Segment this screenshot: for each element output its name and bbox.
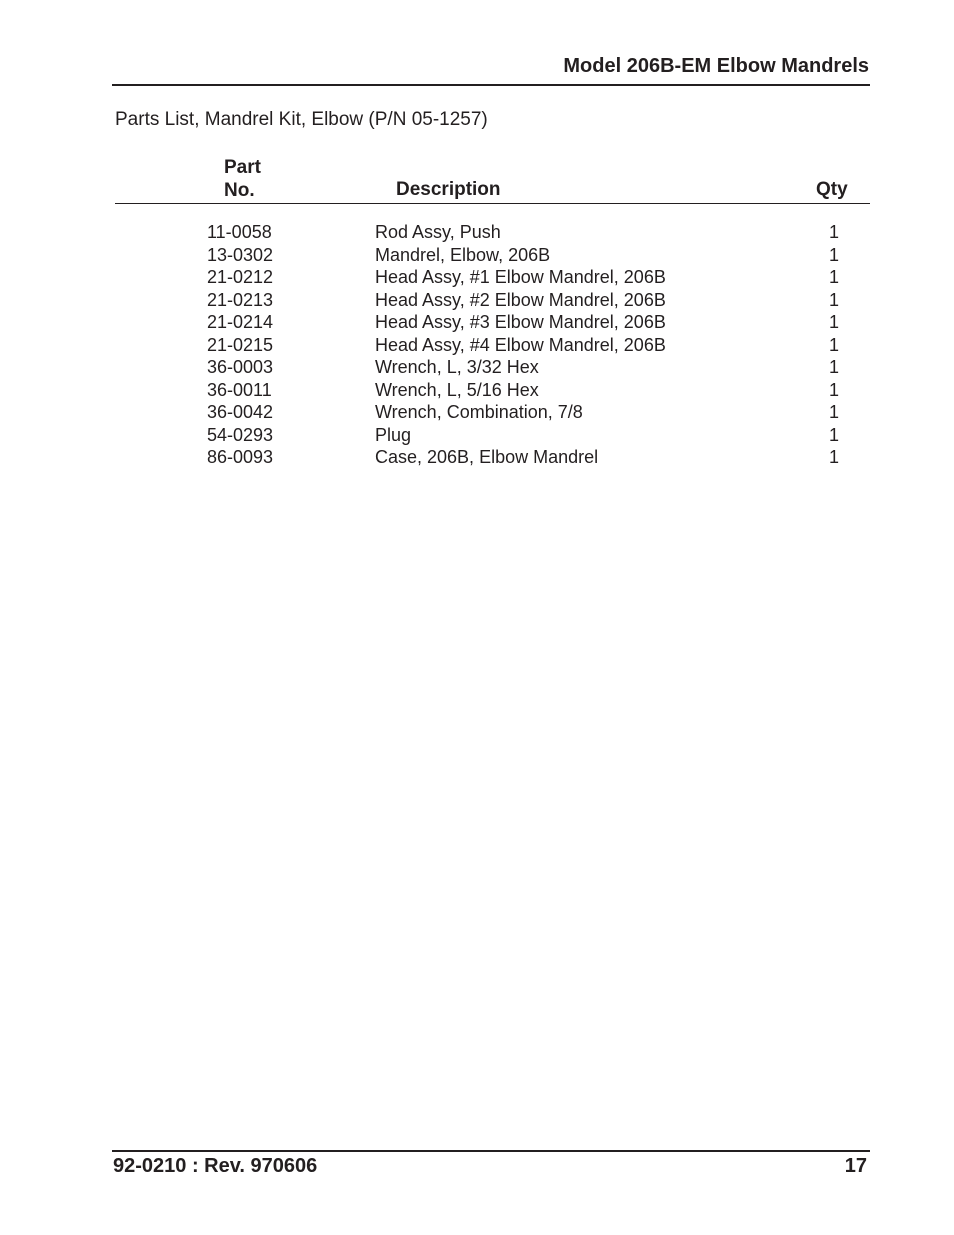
table-row <box>0 424 954 447</box>
part-number: 36-0003 <box>207 357 274 377</box>
part-number: 21-0212 <box>207 267 274 287</box>
table-row <box>0 221 954 244</box>
part-number: 21-0213 <box>207 289 274 310</box>
part-number: 21-0215 <box>207 334 274 355</box>
part-description: Wrench, L, 5/16 Hex <box>375 379 539 400</box>
column-header-part-line1: Part <box>224 157 261 178</box>
part-number: 86-0093 <box>207 447 274 467</box>
column-header-part-line2: No. <box>224 180 255 201</box>
part-description: Head Assy, #1 Elbow Mandrel, 206B <box>375 267 666 287</box>
part-qty: 1 <box>829 447 840 467</box>
table-row <box>0 356 954 379</box>
part-number: 36-0011 <box>207 379 272 400</box>
part-number: 11-0058 <box>207 222 272 242</box>
part-number: 54-0293 <box>207 424 274 445</box>
table-row <box>0 244 954 267</box>
part-description: Case, 206B, Elbow Mandrel <box>375 447 599 467</box>
table-header-rule <box>115 203 870 204</box>
part-qty: 1 <box>829 424 840 445</box>
part-qty: 1 <box>829 312 840 332</box>
column-header-qty: Qty <box>816 179 848 200</box>
part-qty: 1 <box>829 357 840 377</box>
part-qty: 1 <box>829 379 840 400</box>
page-header-title: Model 206B-EM Elbow Mandrels <box>563 55 869 77</box>
part-description: Rod Assy, Push <box>375 222 501 242</box>
part-description: Head Assy, #4 Elbow Mandrel, 206B <box>375 334 666 355</box>
part-qty: 1 <box>829 334 840 355</box>
part-number: 21-0214 <box>207 312 274 332</box>
part-number: 36-0042 <box>207 402 274 422</box>
column-header-part-no <box>224 156 261 202</box>
table-row <box>0 311 954 334</box>
part-qty: 1 <box>829 402 840 422</box>
part-qty: 1 <box>829 267 840 287</box>
part-description: Head Assy, #2 Elbow Mandrel, 206B <box>375 289 666 310</box>
table-row <box>0 379 954 402</box>
part-number: 13-0302 <box>207 244 274 265</box>
part-description: Mandrel, Elbow, 206B <box>375 244 551 265</box>
parts-table-body <box>0 221 954 469</box>
header-rule <box>112 84 870 86</box>
part-qty: 1 <box>829 222 840 242</box>
part-qty: 1 <box>829 289 840 310</box>
part-description: Plug <box>375 424 412 445</box>
table-row <box>0 446 954 469</box>
table-row <box>0 266 954 289</box>
document-revision: 92-0210 : Rev. 970606 <box>113 1155 318 1177</box>
table-row <box>0 289 954 312</box>
table-row <box>0 334 954 357</box>
column-header-description: Description <box>396 179 501 200</box>
page-number: 17 <box>844 1155 867 1177</box>
part-description: Wrench, L, 3/32 Hex <box>375 357 539 377</box>
footer-rule <box>112 1150 870 1152</box>
part-description: Head Assy, #3 Elbow Mandrel, 206B <box>375 312 666 332</box>
part-description: Wrench, Combination, 7/8 <box>375 402 583 422</box>
part-qty: 1 <box>829 244 840 265</box>
section-title: Parts List, Mandrel Kit, Elbow (P/N 05-1257) <box>115 109 488 130</box>
table-row <box>0 401 954 424</box>
